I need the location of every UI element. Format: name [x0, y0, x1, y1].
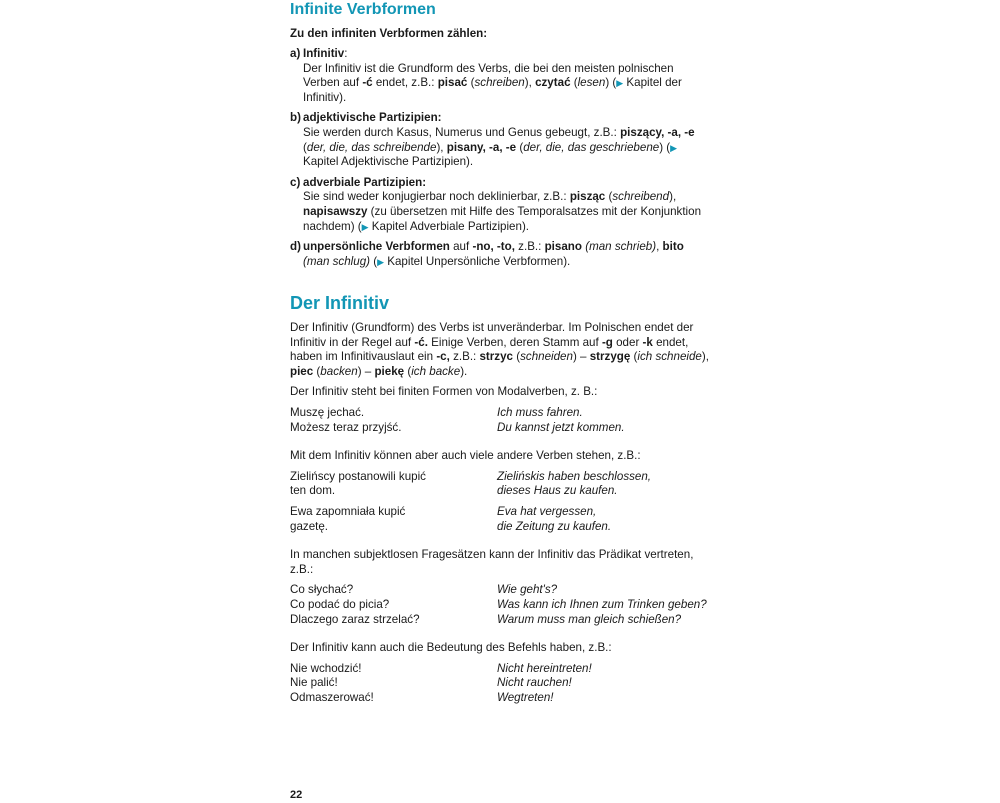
example-polish: Muszę jechać.	[290, 405, 365, 419]
item-letter: b)	[290, 111, 301, 125]
example-german: Zielińskis haben beschlossen,	[497, 469, 652, 483]
item-title: adjektivische Partizipien:	[303, 111, 442, 125]
example-german: Du kannst jetzt kommen.	[497, 420, 625, 434]
example-table-other-1	[290, 470, 710, 499]
example-polish: Ewa zapomniała kupić	[290, 504, 406, 518]
item-letter: c)	[290, 175, 301, 189]
example-polish: gazetę.	[290, 519, 329, 533]
section-title-infinite-verbformen: Infinite Verbformen	[290, 1, 436, 18]
item-letter: a)	[290, 47, 301, 60]
item-title: adverbiale Partizipien:	[303, 175, 427, 189]
item-title: Infinitiv	[303, 47, 345, 60]
example-polish: Nie palić!	[290, 676, 338, 690]
list-item-adverbiale-partizipien: c) adverbiale Partizipien: Sie sind weder konjugierbar noch deklinierbar, z.B.: pisząc (schreibend), napisawszy (zu übersetzen mit Hilfe des Temporalsatzes mit der Konjunktion nachdem) (▶ Kapitel Adverbiale Partizipien).	[290, 175, 702, 233]
example-german: Nicht hereintreten!	[497, 661, 592, 675]
list-item-unpersoenliche-verbformen: d) unpersönliche Verbformen auf -no, -to, z.B.: pisano (man schrieb), bito (man schlug) (▶ Kapitel Unpersönliche Verbformen).	[290, 240, 684, 268]
example-german: Warum muss man gleich schießen?	[497, 612, 682, 626]
example-polish: Możesz teraz przyjść.	[290, 420, 402, 434]
example-polish: Zielińscy postanowili kupić	[290, 469, 426, 483]
example-polish: Odmaszerować!	[290, 690, 374, 704]
example-polish: Co podać do picia?	[290, 597, 390, 611]
verbform-list	[290, 47, 710, 275]
question-paragraph: In manchen subjektlosen Fragesätzen kann der Infinitiv das Prädikat vertreten, z.B.:	[290, 548, 694, 576]
section-lead: Zu den infiniten Verbformen zählen:	[290, 27, 488, 40]
arrow-icon: ▶	[616, 78, 624, 89]
example-table-modal	[290, 406, 710, 435]
example-german: Nicht rauchen!	[497, 676, 572, 690]
section-body	[290, 321, 710, 711]
example-german: dieses Haus zu kaufen.	[497, 484, 618, 498]
example-german: Was kann ich Ihnen zum Trinken geben?	[497, 597, 707, 611]
example-polish: Dlaczego zaraz strzelać?	[290, 612, 420, 626]
example-german: Eva hat vergessen,	[497, 504, 597, 518]
item-title: unpersönliche Verbformen	[303, 240, 450, 254]
list-item-infinitiv: a) Infinitiv: Der Infinitiv ist die Grundform des Verbs, die bei den meisten polnischen Verben auf -ć endet, z.B.: pisać (schreiben), czytać (lesen) (▶ Kapitel der Infinitiv).	[290, 47, 682, 104]
arrow-icon: ▶	[670, 142, 678, 153]
example-german: Wegtreten!	[497, 690, 554, 704]
example-table-other-2	[290, 505, 710, 534]
page-number: 22	[290, 789, 303, 801]
other-verbs-paragraph: Mit dem Infinitiv können aber auch viele andere Verben stehen, z.B.:	[290, 449, 641, 463]
arrow-icon: ▶	[361, 221, 369, 232]
example-table-command	[290, 662, 710, 706]
intro-paragraph: Der Infinitiv (Grundform) des Verbs ist unveränderbar. Im Polnischen endet der Infinitiv in der Regel auf -ć. Einige Verben, deren Stamm auf -g oder -k endet, haben im Infinitivauslaut ein -c, z.B.: strzyc (schneiden) – strzygę (ich schneide), piec (backen) – piekę (ich backe).	[290, 321, 709, 378]
list-item-adjektivische-partizipien: b) adjektivische Partizipien: Sie werden durch Kasus, Numerus und Genus gebeugt, z.B.: piszący, -a, -e (der, die, das schreibende), pisany, -a, -e (der, die, das geschriebene) (▶ Kapitel Adjektivische Partizipien).	[290, 111, 695, 169]
example-table-question	[290, 583, 710, 627]
example-german: Wie geht's?	[497, 583, 558, 597]
section-title-der-infinitiv: Der Infinitiv	[290, 293, 390, 313]
example-german: Ich muss fahren.	[497, 405, 583, 419]
example-polish: Co słychać?	[290, 583, 354, 597]
example-polish: ten dom.	[290, 484, 336, 498]
example-polish: Nie wchodzić!	[290, 661, 362, 675]
item-letter: d)	[290, 240, 301, 254]
command-paragraph: Der Infinitiv kann auch die Bedeutung des Befehls haben, z.B.:	[290, 641, 612, 655]
arrow-icon: ▶	[377, 256, 385, 267]
example-german: die Zeitung zu kaufen.	[497, 519, 612, 533]
modal-paragraph: Der Infinitiv steht bei finiten Formen von Modalverben, z. B.:	[290, 385, 598, 399]
